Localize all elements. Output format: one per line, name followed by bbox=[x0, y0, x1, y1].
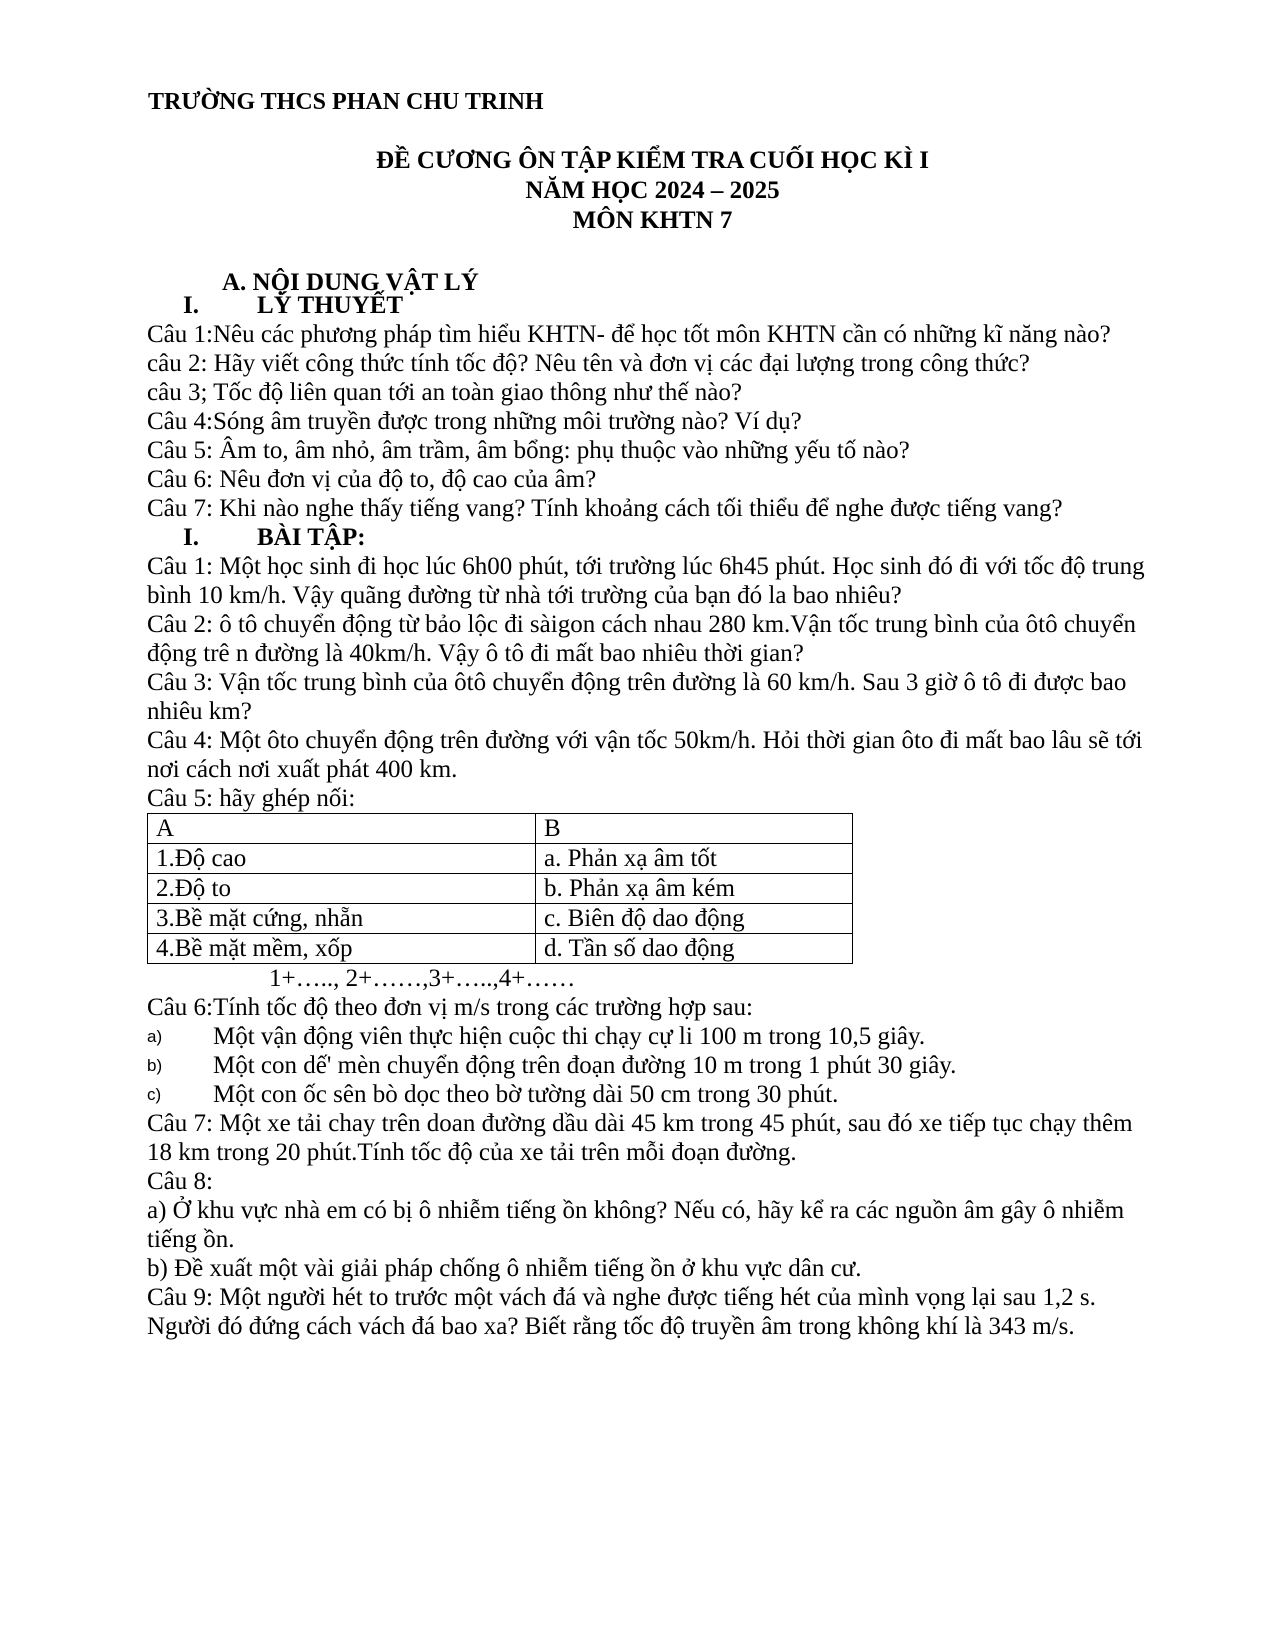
table-cell: 1.Độ cao bbox=[148, 844, 536, 874]
table-cell: c. Biên độ dao động bbox=[536, 904, 853, 934]
theory-question: Câu 6: Nêu đơn vị của độ to, độ cao của âm? bbox=[147, 466, 597, 493]
table-row bbox=[148, 874, 853, 904]
table-row bbox=[148, 904, 853, 934]
title-line: MÔN KHTN 7 bbox=[572, 207, 733, 234]
school-name: TRƯỜNG THCS PHAN CHU TRINH bbox=[148, 89, 544, 115]
sub-item bbox=[147, 1022, 1157, 1051]
title-line: ĐỀ CƯƠNG ÔN TẬP KIỂM TRA CUỐI HỌC KÌ I bbox=[375, 147, 930, 174]
table-cell: b. Phản xạ âm kém bbox=[536, 874, 853, 904]
table-row bbox=[148, 844, 853, 874]
exercise-question: Câu 5: hãy ghép nối: bbox=[147, 785, 356, 812]
sub-item-label: c) bbox=[147, 1085, 162, 1104]
section-a-heading: A. NỘI DUNG VẬT LÝ bbox=[222, 269, 479, 296]
sub-item bbox=[147, 1051, 1157, 1080]
theory-question: câu 2: Hãy viết công thức tính tốc độ? Nêu tên và đơn vị các đại lượng trong công thức? bbox=[147, 350, 1030, 377]
table-cell: 2.Độ to bbox=[148, 874, 536, 904]
theory-question: Câu 4:Sóng âm truyền được trong những môi trường nào? Ví dụ? bbox=[147, 408, 802, 435]
exercises-heading-number: I. bbox=[183, 524, 199, 551]
table-cell: a. Phản xạ âm tốt bbox=[536, 844, 853, 874]
theory-question: Câu 5: Âm to, âm nhỏ, âm trầm, âm bổng: phụ thuộc vào những yếu tố nào? bbox=[147, 437, 910, 464]
theory-heading bbox=[147, 291, 1157, 320]
exercise-question: Câu 9: Một người hét to trước một vách đá và nghe được tiếng hét của mình vọng lại sau 1,2 s. Người đó đứng cách vách đá bao xa? Biết rằng tốc độ truyền âm trong không khí là 343 m/s. bbox=[147, 1284, 1096, 1340]
exercise-question: Câu 3: Vận tốc trung bình của ôtô chuyển động trên đường là 60 km/h. Sau 3 giờ ô tô đi được bao nhiêu km? bbox=[147, 669, 1127, 725]
document-body bbox=[147, 291, 1157, 1341]
exercise-question: Câu 4: Một ôto chuyển động trên đường với vận tốc 50km/h. Hỏi thời gian ôto đi mất bao lâu sẽ tới nơi cách nơi xuất phát 400 km. bbox=[147, 727, 1143, 783]
exercise-subquestion: b) Đề xuất một vài giải pháp chống ô nhiễm tiếng ồn ở khu vực dân cư. bbox=[147, 1255, 862, 1282]
title-line: NĂM HỌC 2024 – 2025 bbox=[525, 177, 780, 204]
exercise-question: Câu 7: Một xe tải chay trên doan đường dầu dài 45 km trong 45 phút, sau đó xe tiếp tục chạy thêm 18 km trong 20 phút.Tính tốc độ của xe tải trên mỗi đoạn đường. bbox=[147, 1110, 1133, 1166]
table-header-cell: B bbox=[536, 814, 853, 844]
theory-question: Câu 1:Nêu các phương pháp tìm hiểu KHTN- để học tốt môn KHTN cần có những kĩ năng nào? bbox=[147, 321, 1111, 348]
exercises-heading-text: BÀI TẬP: bbox=[257, 524, 366, 551]
theory-heading-text: LÝ THUYẾT bbox=[257, 292, 404, 319]
sub-item-text: Một vận động viên thực hiện cuộc thi chạy cự li 100 m trong 10,5 giây. bbox=[213, 1023, 926, 1050]
theory-question: Câu 7: Khi nào nghe thấy tiếng vang? Tính khoảng cách tối thiểu để nghe được tiếng vang? bbox=[147, 495, 1063, 522]
exercise-question: Câu 8: bbox=[147, 1168, 213, 1195]
exercise-subquestion: a) Ở khu vực nhà em có bị ô nhiễm tiếng ồn không? Nếu có, hãy kể ra các nguồn âm gây ô nhiễm tiếng ồn. bbox=[147, 1197, 1125, 1253]
sub-item-text: Một con dế' mèn chuyển động trên đoạn đường 10 m trong 1 phút 30 giây. bbox=[213, 1052, 957, 1079]
sub-item-label: a) bbox=[147, 1027, 163, 1046]
table-cell: d. Tần số dao động bbox=[536, 934, 853, 964]
sub-item bbox=[147, 1080, 1157, 1109]
sub-item-text: Một con ốc sên bò dọc theo bờ tường dài 50 cm trong 30 phút. bbox=[213, 1081, 839, 1108]
table-cell: 4.Bề mặt mềm, xốp bbox=[148, 934, 536, 964]
table-row bbox=[148, 934, 853, 964]
exercises-heading bbox=[147, 523, 1157, 552]
matching-table bbox=[147, 813, 853, 964]
sub-item-label: b) bbox=[147, 1056, 163, 1075]
exercise-question: Câu 2: ô tô chuyển động từ bảo lộc đi sàigon cách nhau 280 km.Vận tốc trung bình của ôtô chuyển động trê n đường là 40km/h. Vậy ô tô đi mất bao nhiêu thời gian? bbox=[147, 611, 1137, 667]
theory-question: câu 3; Tốc độ liên quan tới an toàn giao thông như thế nào? bbox=[147, 379, 742, 406]
matching-answers: 1+….., 2+……,3+…..,4+…… bbox=[269, 965, 576, 992]
theory-heading-number: I. bbox=[183, 292, 199, 319]
table-header-row bbox=[148, 814, 853, 844]
table-header-cell: A bbox=[148, 814, 536, 844]
document-title bbox=[0, 146, 1275, 236]
exercise-question: Câu 1: Một học sinh đi học lúc 6h00 phút, tới trường lúc 6h45 phút. Học sinh đó đi với tốc độ trung bình 10 km/h. Vậy quãng đường từ nhà tới trường của bạn đó la bao nhiêu? bbox=[147, 553, 1145, 609]
table-cell: 3.Bề mặt cứng, nhẵn bbox=[148, 904, 536, 934]
exercise-question: Câu 6:Tính tốc độ theo đơn vị m/s trong các trường hợp sau: bbox=[147, 994, 753, 1021]
